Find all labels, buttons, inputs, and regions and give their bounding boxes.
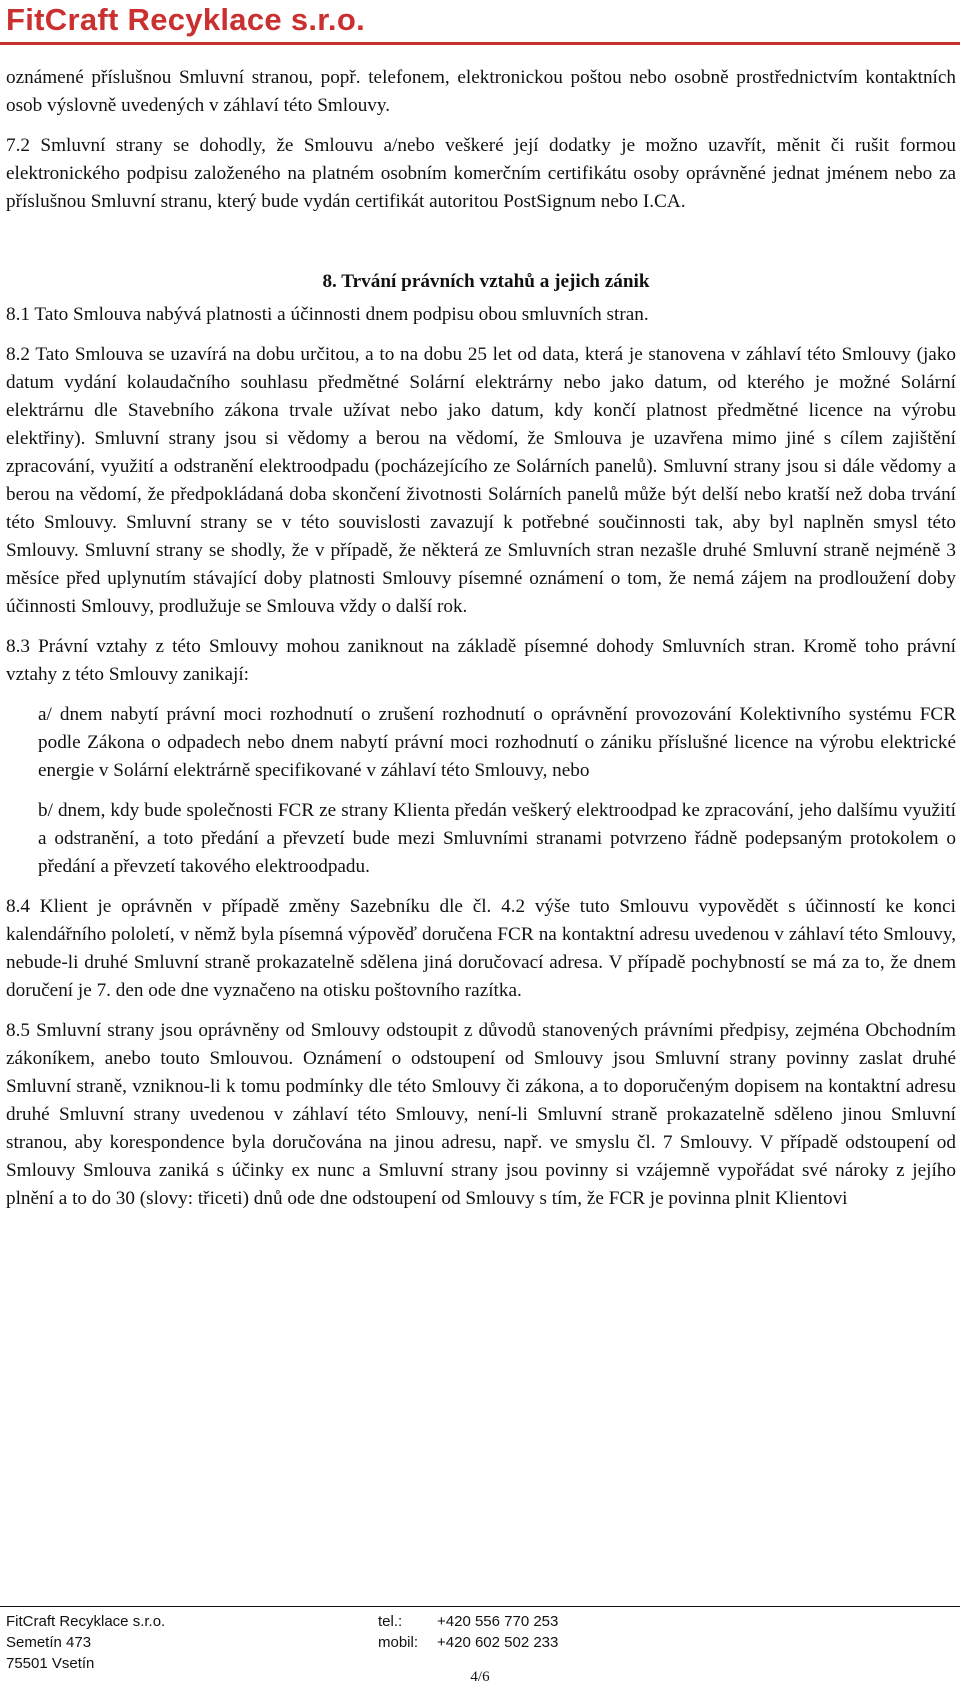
paragraph-8-2: 8.2 Tato Smlouva se uzavírá na dobu určitou, a to na dobu 25 let od data, která je stanovena v záhlaví této Smlouvy (jako datum vydání kolaudačního souhlasu předmětné Solární elektrárny nebo jako datum, od kterého je možné Solární elektrárnu dle Stavebního zákona trvale užívat nebo jako datum, kdy končí platnost předmětné licence na výrobu elektřiny). Smluvní strany jsou si vědomy a berou na vědomí, že Smlouva je uzavřena mimo jiné s cílem zajištění zpracování, využití a odstranění elektroodpadu (pocházejícího ze Solárních panelů). Smluvní strany jsou si dále vědomy a berou na vědomí, že předpokládaná doba skončení životnosti Solárních panelů může být delší nebo kratší než doba trvání této Smlouvy. Smluvní strany se v této souvislosti zavazují k potřebné součinnosti tak, aby byl naplněn smysl této Smlouvy. Smluvní strany se shodly, že v případě, že některá ze Smluvních stran nezašle druhé Smluvní straně nejméně 3 měsíce před uplynutím stávající doby platnosti Smlouvy písemné oznámení o tom, že nemá zájem na prodloužení doby účinnosti Smlouvy, prodlužuje se Smlouva vždy o další rok.: [6, 344, 956, 617]
footer-contact-labels: [378, 1611, 418, 1653]
paragraph-7-2: 7.2 Smluvní strany se dohodly, že Smlouvu a/nebo veškeré její dodatky je možno uzavřít, měnit či rušit formou elektronického podpisu založeného na platném osobním komerčním certifikátu osoby oprávněné jednat jménem nebo za příslušnou Smluvní stranu, který bude vydán certifikát autoritou PostSignum nebo I.CA.: [6, 135, 956, 212]
paragraph-8-1: 8.1 Tato Smlouva nabývá platnosti a účinnosti dnem podpisu obou smluvních stran.: [6, 304, 649, 325]
footer-divider: [0, 1606, 960, 1607]
footer-contact-values: [437, 1611, 558, 1653]
footer-street: Semetín 473: [6, 1634, 92, 1651]
footer-tel-value: +420 556 770 253: [437, 1613, 559, 1630]
document-body: [6, 64, 956, 1213]
footer-mobil-label: mobil:: [378, 1634, 419, 1651]
paragraph-8-3-a: a/ dnem nabytí právní moci rozhodnutí o zrušení rozhodnutí o oprávnění provozování Kolektivního systému FCR podle Zákona o odpadech nebo dnem nabytí právní moci rozhodnutí o zániku příslušné licence na výrobu elektrické energie v Solární elektrárně specifikované v záhlaví této Smlouvy, nebo: [38, 704, 956, 781]
footer-mobil-value: +420 602 502 233: [437, 1634, 559, 1651]
company-brand-header: FitCraft Recyklace s.r.o.: [6, 2, 365, 37]
paragraph-8-3-b: b/ dnem, kdy bude společnosti FCR ze strany Klienta předán veškerý elektroodpad ke zpracování, jeho dalšímu využití a odstranění, a toto předání a převzetí bude mezi Smluvními stranami potvrzeno řádně podepsaným protokolem o předání a převzetí takového elektroodpadu.: [38, 800, 956, 877]
paragraph-8-4: 8.4 Klient je oprávněn v případě změny Sazebníku dle čl. 4.2 výše tuto Smlouvu vypovědět s účinností ke konci kalendářního pololetí, v němž byla písemná výpověď doručena FCR na kontaktní adresu uvedenou v záhlaví této Smlouvy, nebude-li druhé Smluvní straně prokazatelně sdělena jiná doručovací adresa. V případě pochybností se má za to, že dnem doručení je 7. den ode dne vyznačeno na otisku poštovního razítka.: [6, 896, 956, 1001]
footer-city: 75501 Vsetín: [6, 1655, 95, 1672]
section-heading-8: 8. Trvání právních vztahů a jejich zánik: [322, 271, 650, 292]
footer-company: FitCraft Recyklace s.r.o.: [6, 1613, 166, 1630]
paragraph-7-1-continuation: oznámené příslušnou Smluvní stranou, popř. telefonem, elektronickou poštou nebo osobně prostřednictvím kontaktních osob výslovně uvedených v záhlaví této Smlouvy.: [6, 67, 956, 116]
footer-address: [6, 1611, 165, 1674]
footer-tel-label: tel.:: [378, 1613, 403, 1630]
page-number: 4/6: [470, 1669, 490, 1685]
header-divider: [0, 42, 960, 45]
paragraph-8-3: 8.3 Právní vztahy z této Smlouvy mohou zaniknout na základě písemné dohody Smluvních stran. Kromě toho právní vztahy z této Smlouvy zanikají:: [6, 636, 956, 685]
paragraph-8-5: 8.5 Smluvní strany jsou oprávněny od Smlouvy odstoupit z důvodů stanovených právními předpisy, zejména Obchodním zákoníkem, anebo touto Smlouvou. Oznámení o odstoupení od Smlouvy jsou Smluvní strany povinny zaslat druhé Smluvní straně, vzniknou-li k tomu podmínky dle této Smlouvy či zákona, a to doporučeným dopisem na kontaktní adresu druhé Smluvní strany uvedenou v záhlaví této Smlouvy, není-li Smluvní straně prokazatelně sděleno jinou Smluvní stranou, aby korespondence byla doručována na jinou adresu, např. ve smyslu čl. 7 Smlouvy. V případě odstoupení od Smlouvy Smlouva zaniká s účinky ex nunc a Smluvní strany jsou povinny si vzájemně vypořádat své nároky z jejího plnění a to do 30 (slovy: třiceti) dnů ode dne odstoupení od Smlouvy s tím, že FCR je povinna plnit Klientovi: [6, 1020, 956, 1209]
